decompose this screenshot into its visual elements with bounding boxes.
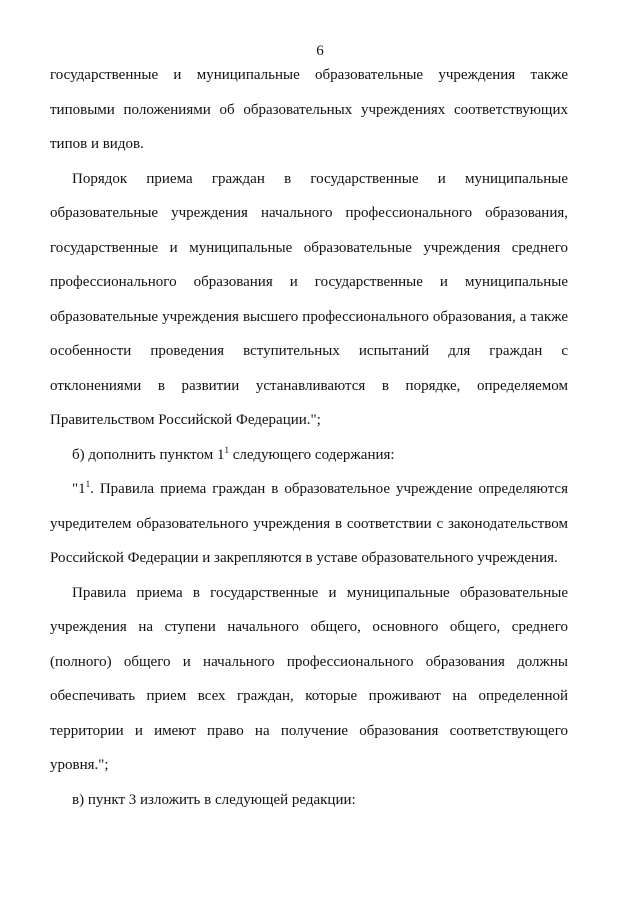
paragraph-item-1-1-start: "1: [72, 481, 86, 497]
paragraph-subitem-b: [50, 438, 568, 473]
page-number: 6: [316, 43, 324, 59]
document-body: [50, 58, 568, 817]
paragraph-subitem-b-text-end: следующего содержания:: [228, 446, 395, 463]
superscript-1: 1: [224, 444, 229, 455]
paragraph-item-1-1: [50, 472, 568, 576]
paragraph-subitem-v: в) пункт 3 изложить в следующей редакции:: [72, 791, 356, 808]
paragraph-admission-order: Порядок приема граждан в государственные и муниципальные образовательные учреждения начального профессионального образования, государственные и муниципальные образовательные учреждения среднего профессионального образования и государственные и муниципальные образовательные учреждения высшего профессионального образования, а также особенности проведения вступительных испытаний для граждан с отклонениями в развитии устанавливаются в порядке, определяемом Правительством Российской Федерации.";: [50, 170, 568, 428]
paragraph-continuation: государственные и муниципальные образовательные учреждения также типовыми положениями об образовательных учреждениях соответствующих типов и видов.: [50, 67, 568, 152]
paragraph-admission-rules: Правила приема в государственные и муниципальные образовательные учреждения на ступени начального общего, основного общего, среднего (полного) общего и начального профессионального образования должны обеспечивать прием всех граждан, которые проживают на определенной территории и имеют право на получение образования соответствующего уровня.";: [50, 584, 568, 773]
paragraph-subitem-b-text: б) дополнить пунктом 1: [72, 446, 225, 463]
paragraph-item-1-1-text: . Правила приема граждан в образовательное учреждение определяются учредителем образовательного учреждения в соответствии с законодательством Российской Федерации и закрепляются в уставе образовательного учреждения.: [50, 481, 568, 566]
superscript-1: 1: [85, 479, 91, 489]
